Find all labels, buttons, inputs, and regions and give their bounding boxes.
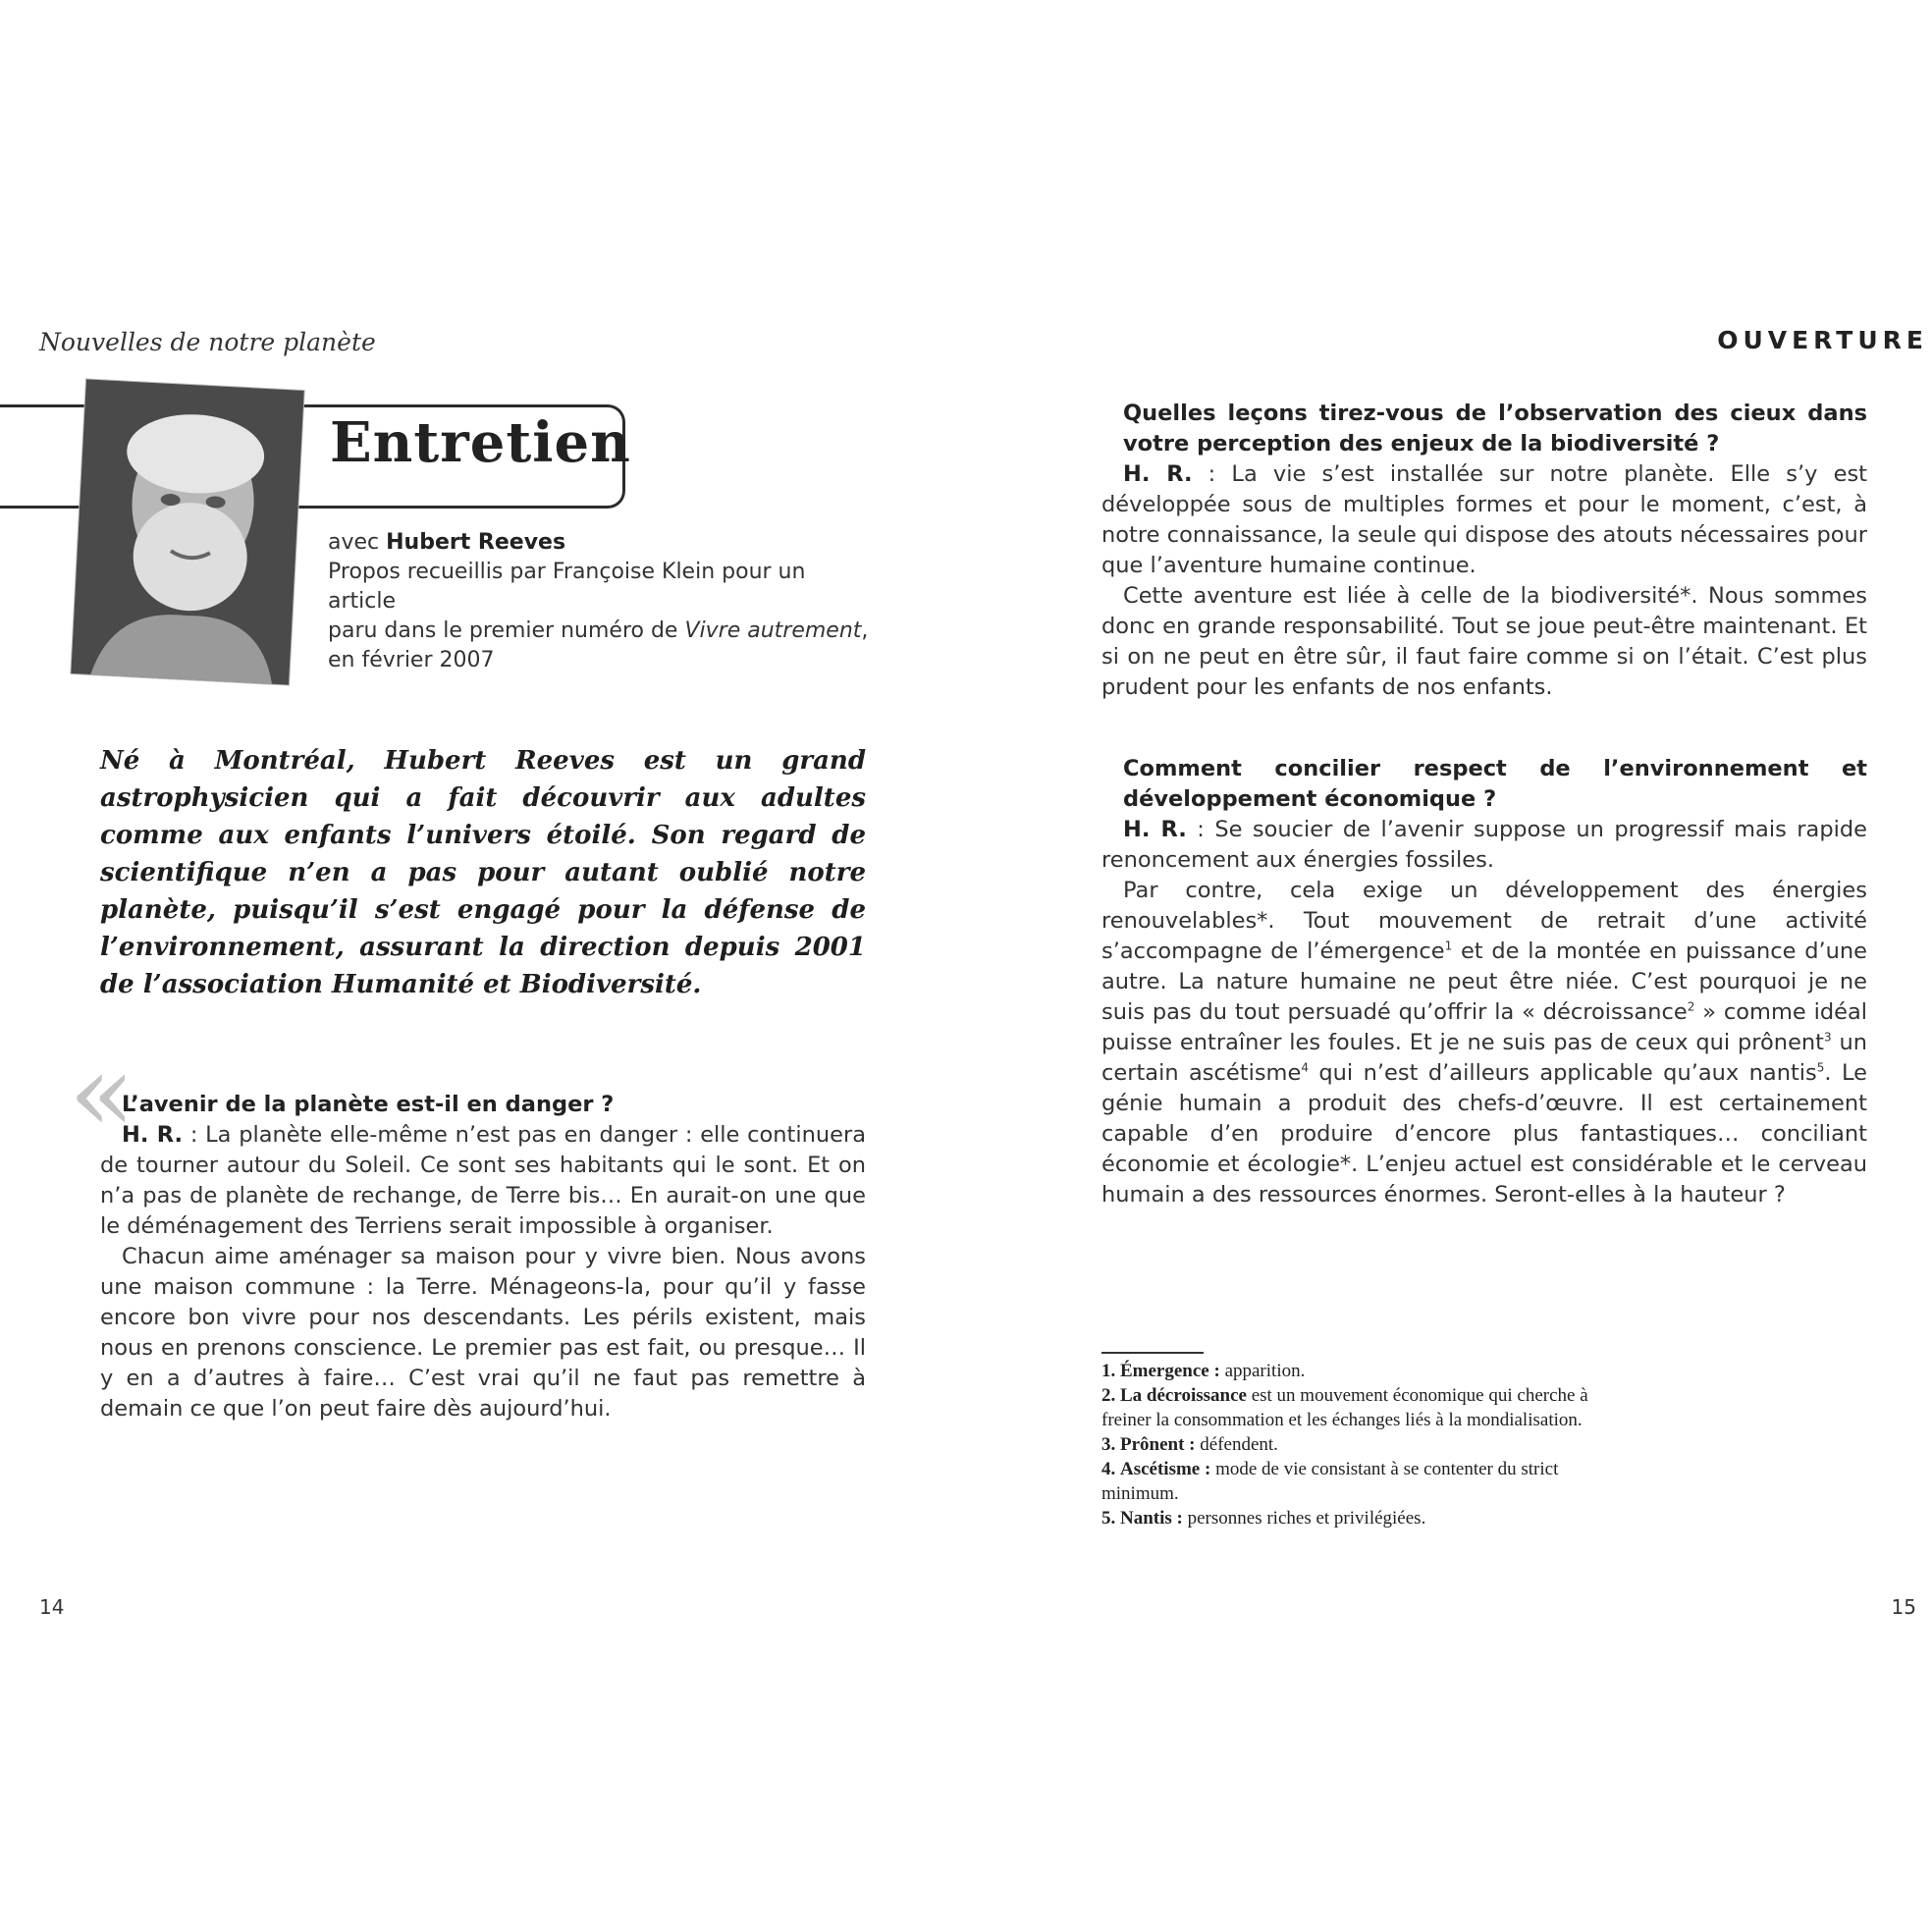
footnote-text: personnes riches et privilégiées. bbox=[1182, 1508, 1426, 1529]
footnotes bbox=[1101, 1359, 1612, 1530]
quote-mark-decoration: « bbox=[69, 1030, 135, 1155]
footnote-ref-2: 2 bbox=[1687, 999, 1695, 1014]
footnote-term: La décroissance bbox=[1120, 1385, 1247, 1406]
footnote-text: est un mouvement économique qui cherche à freiner la consommation et les échanges liés à la mondialisation. bbox=[1101, 1385, 1588, 1430]
answer-text-b: et de la montée en puissance d’une autre. La nature humaine ne peut être niée. C’est pourquoi je ne suis pas du tout persuadé qu’offrir la « décroissance bbox=[1101, 939, 1868, 1025]
answer-lecons-p1-text: : La vie s’est installée sur notre planète. Elle s’y est développée sous de multiples formes et pour le moment, c’est, à notre connaissance, la seule qui dispose des atouts nécessaires pour que l’aventure humaine continue. bbox=[1101, 461, 1867, 578]
page-title: Entretien bbox=[330, 410, 631, 475]
byline-line3-text: paru dans le premier numéro de bbox=[328, 618, 678, 643]
footnote-item bbox=[1101, 1359, 1612, 1383]
footnote-number: 2. bbox=[1101, 1385, 1116, 1406]
footnote-item bbox=[1101, 1506, 1612, 1530]
answer-avenir-p1-text: : La planète elle-même n’est pas en danger : elle continuera de tourner autour du Soleil. Ce sont ses habitants qui le sont. Et on n’a pas de planète de rechange, de Terre bis… En aurait-on une que le déménagement des Terriens serait impossible à organiser. bbox=[100, 1122, 866, 1239]
footnote-number: 3. bbox=[1101, 1434, 1116, 1455]
footnote-item bbox=[1101, 1383, 1612, 1432]
section-avenir bbox=[100, 1090, 866, 1424]
footnote-rule bbox=[1101, 1352, 1204, 1354]
answer-avenir-p1 bbox=[100, 1120, 866, 1242]
footnote-item bbox=[1101, 1457, 1612, 1506]
hr-label: H. R. bbox=[1123, 817, 1187, 842]
section-concilier bbox=[1101, 754, 1867, 1210]
footnote-text: apparition. bbox=[1219, 1361, 1306, 1381]
hr-label: H. R. bbox=[1123, 461, 1193, 487]
footnote-ref-1: 1 bbox=[1444, 939, 1453, 953]
byline-line3 bbox=[328, 617, 878, 646]
portrait-illustration bbox=[71, 379, 303, 684]
footnote-number: 1. bbox=[1101, 1361, 1116, 1381]
answer-lecons-p1 bbox=[1101, 459, 1867, 581]
answer-avenir-p2: Chacun aime aménager sa maison pour y vivre bien. Nous avons une maison commune : la Terre. Ménageons-la, pour qu’il y fasse encore bon vivre pour nos descendants. Les périls existent, mais nous en prenons conscience. Le premier pas est fait, ou presque… Il y en a d’autres à faire… C’est vrai qu’il ne faut pas remettre à demain ce que l’on peut faire dès aujourd’hui. bbox=[100, 1244, 866, 1422]
footnote-term: Émergence : bbox=[1120, 1361, 1220, 1381]
answer-text-f: . Le génie humain a produit des chefs-d’œuvre. Il est certainement capable d’en produire d’encore plus fantastiques… conciliant économie et écologie*. L’enjeu actuel est considérable et le cerveau humain a des ressources énormes. Seront-elles à la hauteur ? bbox=[1101, 1060, 1867, 1208]
footnote-number: 4. bbox=[1101, 1459, 1116, 1479]
byline bbox=[328, 528, 878, 675]
footnote-ref-4: 4 bbox=[1301, 1060, 1309, 1075]
running-head-left: Nouvelles de notre planète bbox=[39, 328, 376, 356]
footnote-text: mode de vie consistant à se contenter du strict minimum. bbox=[1101, 1459, 1559, 1504]
hr-label: H. R. bbox=[122, 1122, 184, 1148]
page-number-right: 15 bbox=[1891, 1595, 1916, 1619]
question-avenir: L’avenir de la planète est-il en danger ? bbox=[122, 1092, 615, 1117]
byline-prefix: avec bbox=[328, 530, 380, 555]
byline-line1 bbox=[328, 528, 878, 558]
magazine-title: Vivre autrement bbox=[684, 618, 862, 643]
section-lecons bbox=[1101, 399, 1867, 703]
answer-lecons-p2: Cette aventure est liée à celle de la biodiversité*. Nous sommes donc en grande responsabilité. Tout se joue peut-être maintenant. Et si on ne peut en être sûr, il faut faire comme si on l’était. C’est plus prudent pour les enfants de nos enfants. bbox=[1101, 583, 1867, 700]
byline-line2: Propos recueillis par Françoise Klein pour un article bbox=[328, 560, 806, 614]
answer-text-d: un certain ascétisme bbox=[1101, 1030, 1867, 1086]
portrait-photo bbox=[71, 379, 303, 684]
byline-line3-comma: , bbox=[861, 618, 869, 643]
question-concilier: Comment concilier respect de l’environnement et développement économique ? bbox=[1123, 756, 1867, 812]
answer-concilier-p1 bbox=[1101, 815, 1867, 876]
intro-paragraph: Né à Montréal, Hubert Reeves est un grand astrophysicien qui a fait découvrir aux adultes comme aux enfants l’univers étoilé. Son regard de scientifique n’en a pas pour autant oublié notre planète, puisqu’il s’est engagé pour la défense de l’environnement, assurant la direction depuis 2001 de l’association Humanité et Biodiversité. bbox=[100, 746, 866, 999]
byline-line4: en février 2007 bbox=[328, 648, 495, 672]
footnote-number: 5. bbox=[1101, 1508, 1116, 1529]
question-lecons: Quelles leçons tirez-vous de l’observation des cieux dans votre perception des enjeux de la biodiversité ? bbox=[1123, 401, 1867, 456]
footnote-term: Prônent : bbox=[1120, 1434, 1196, 1455]
answer-text-e: qui n’est d’ailleurs applicable qu’aux nantis bbox=[1308, 1060, 1817, 1086]
footnote-ref-3: 3 bbox=[1824, 1030, 1832, 1045]
author-name: Hubert Reeves bbox=[386, 530, 566, 555]
footnote-term: Nantis : bbox=[1120, 1508, 1183, 1529]
footnote-item bbox=[1101, 1432, 1612, 1457]
footnote-ref-5: 5 bbox=[1816, 1060, 1825, 1075]
answer-concilier-p2 bbox=[1101, 876, 1867, 1210]
answer-text-a: Par contre, cela exige un développement des énergies renouvelables*. Tout mouvement de retrait d’une activité s’accompagne de l’émergence bbox=[1101, 878, 1867, 964]
page-number-left: 14 bbox=[39, 1595, 65, 1619]
answer-text-c: » comme idéal puisse entraîner les foules. Et je ne suis pas de ceux qui prônent bbox=[1101, 999, 1867, 1055]
running-head-right: OUVERTURE bbox=[1717, 326, 1928, 354]
footnote-term: Ascétisme : bbox=[1120, 1459, 1211, 1479]
answer-concilier-p1-text: : Se soucier de l’avenir suppose un progressif mais rapide renoncement aux énergies fossiles. bbox=[1101, 817, 1867, 873]
footnote-text: défendent. bbox=[1195, 1434, 1278, 1455]
